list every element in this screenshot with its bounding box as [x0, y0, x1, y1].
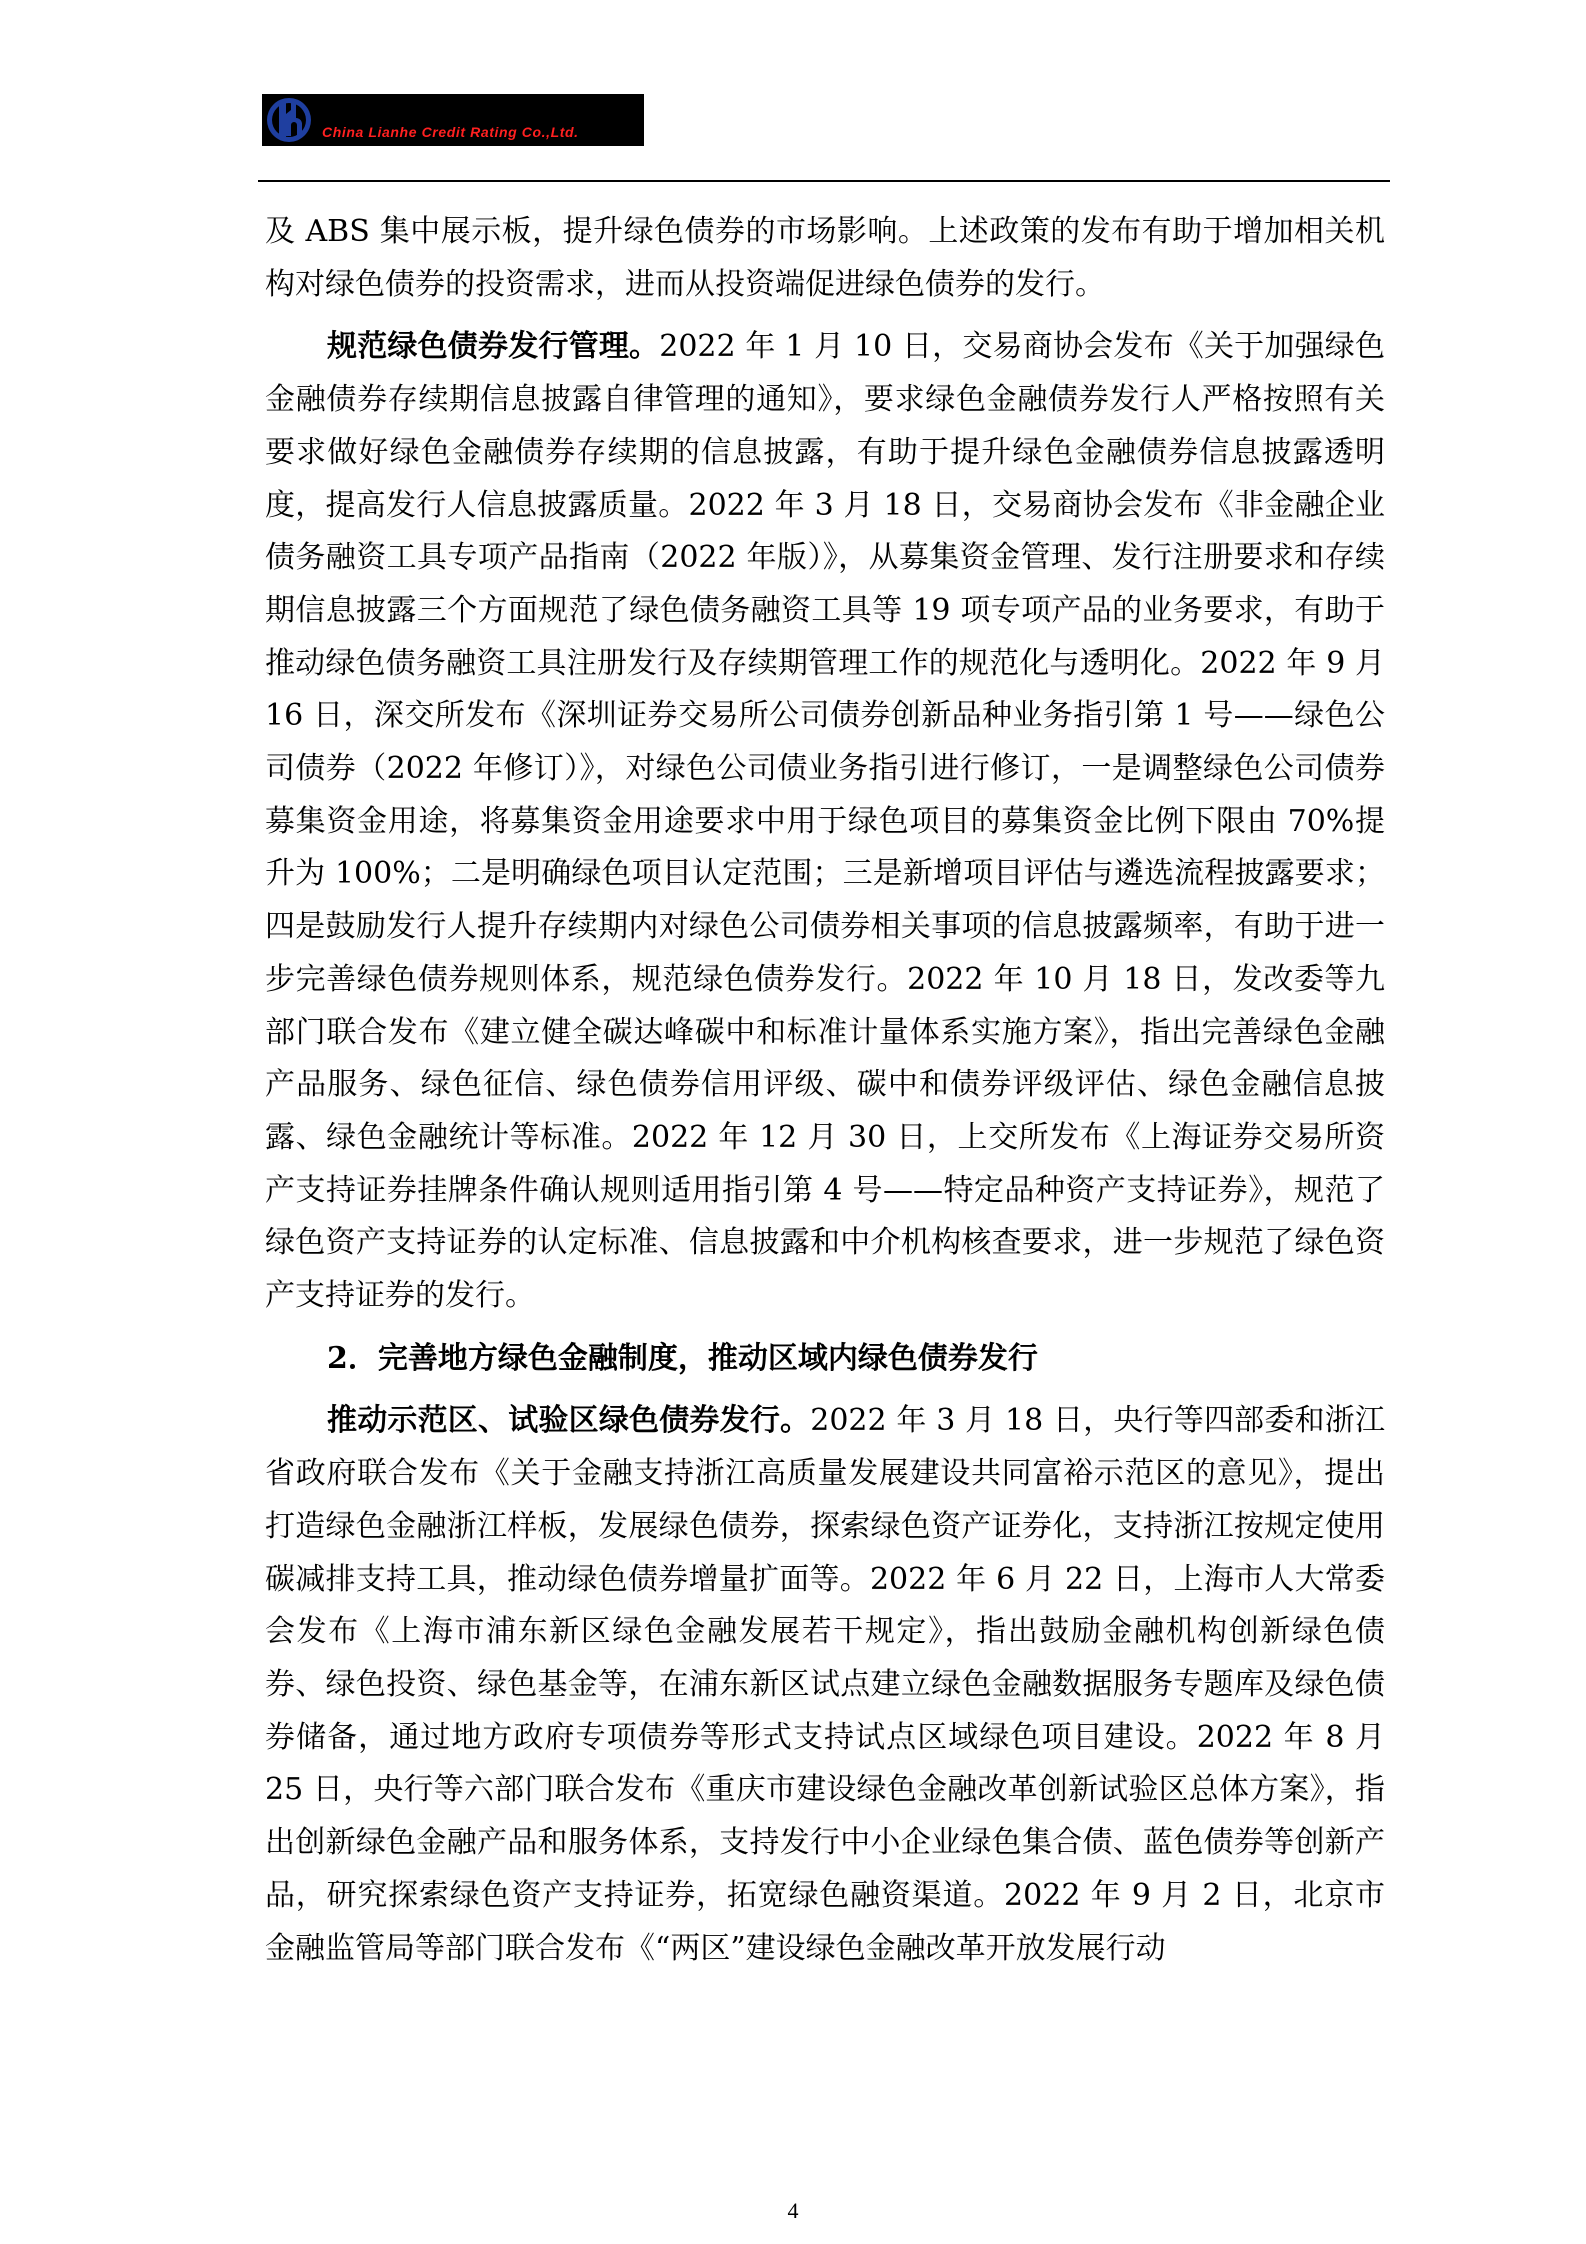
header-divider — [258, 180, 1390, 182]
document-body — [265, 206, 1385, 1975]
paragraph-2-body: 2022 年 1 月 10 日，交易商协会发布《关于加强绿色金融债券存续期信息披露自律管理的通知》，要求绿色金融债券发行人严格按照有关要求做好绿色金融债券存续期的信息披露，有助于提升绿色金融债券信息披露透明度，提高发行人信息披露质量。2022 年 3 月 18 日，交易商协会发布《非金融企业债务融资工具专项产品指南（2022 年版）》，从募集资金管理、发行注册要求和存续期信息披露三个方面规范了绿色债务融资工具等 19 项专项产品的业务要求，有助于推动绿色债务融资工具注册发行及存续期管理工作的规范化与透明化。2022 年 9 月 16 日，深交所发布《深圳证券交易所公司债券创新品种业务指引第 1 号——绿色公司债券（2022 年修订）》，对绿色公司债业务指引进行修订，一是调整绿色公司债券募集资金用途，将募集资金用途要求中用于绿色项目的募集资金比例下限由 70%提升为 100%；二是明确绿色项目认定范围；三是新增项目评估与遴选流程披露要求；四是鼓励发行人提升存续期内对绿色公司债券相关事项的信息披露频率，有助于进一步完善绿色债券规则体系，规范绿色债券发行。2022 年 10 月 18 日，发改委等九部门联合发布《建立健全碳达峰碳中和标准计量体系实施方案》，指出完善绿色金融产品服务、绿色征信、绿色债券信用评级、碳中和债券评级评估、绿色金融信息披露、绿色金融统计等标准。2022 年 12 月 30 日，上交所发布《上海证券交易所资产支持证券挂牌条件确认规则适用指引第 4 号——特定品种资产支持证券》，规范了绿色资产支持证券的认定标准、信息披露和中介机构核查要求，进一步规范了绿色资产支持证券的发行。 — [265, 329, 1385, 1314]
logo-company-name: China Lianhe Credit Rating Co.,Ltd. — [322, 124, 579, 140]
paragraph-2-lead: 规范绿色债券发行管理。 — [327, 329, 660, 365]
paragraph-3-lead: 推动示范区、试验区绿色债券发行。 — [327, 1403, 811, 1439]
paragraph-1: 及 ABS 集中展示板，提升绿色债券的市场影响。上述政策的发布有助于增加相关机构对绿色债券的投资需求，进而从投资端促进绿色债券的发行。 — [265, 214, 1385, 302]
section-heading: 2．完善地方绿色金融制度，推动区域内绿色债券发行 — [327, 1340, 1038, 1376]
paragraph-3-body: 2022 年 3 月 18 日，央行等四部委和浙江省政府联合发布《关于金融支持浙江高质量发展建设共同富裕示范区的意见》，提出打造绿色金融浙江样板，发展绿色债券，探索绿色资产证券化，支持浙江按规定使用碳减排支持工具，推动绿色债券增量扩面等。2022 年 6 月 22 日，上海市人大常委会发布《上海市浦东新区绿色金融发展若干规定》，指出鼓励金融机构创新绿色债券、绿色投资、绿色基金等，在浦东新区试点建立绿色金融数据服务专题库及绿色债券储备，通过地方政府专项债券等形式支持试点区域绿色项目建设。2022 年 8 月 25 日，央行等六部门联合发布《重庆市建设绿色金融改革创新试验区总体方案》，指出创新绿色金融产品和服务体系，支持发行中小企业绿色集合债、蓝色债券等创新产品，研究探索绿色资产支持证券，拓宽绿色融资渠道。2022 年 9 月 2 日，北京市金融监管局等部门联合发布《“两区”建设绿色金融改革开放发展行动 — [265, 1403, 1385, 1966]
paragraph-2 — [265, 321, 1385, 1322]
company-logo — [262, 94, 644, 146]
paragraph-3 — [265, 1395, 1385, 1975]
page-number: 4 — [787, 2198, 799, 2223]
